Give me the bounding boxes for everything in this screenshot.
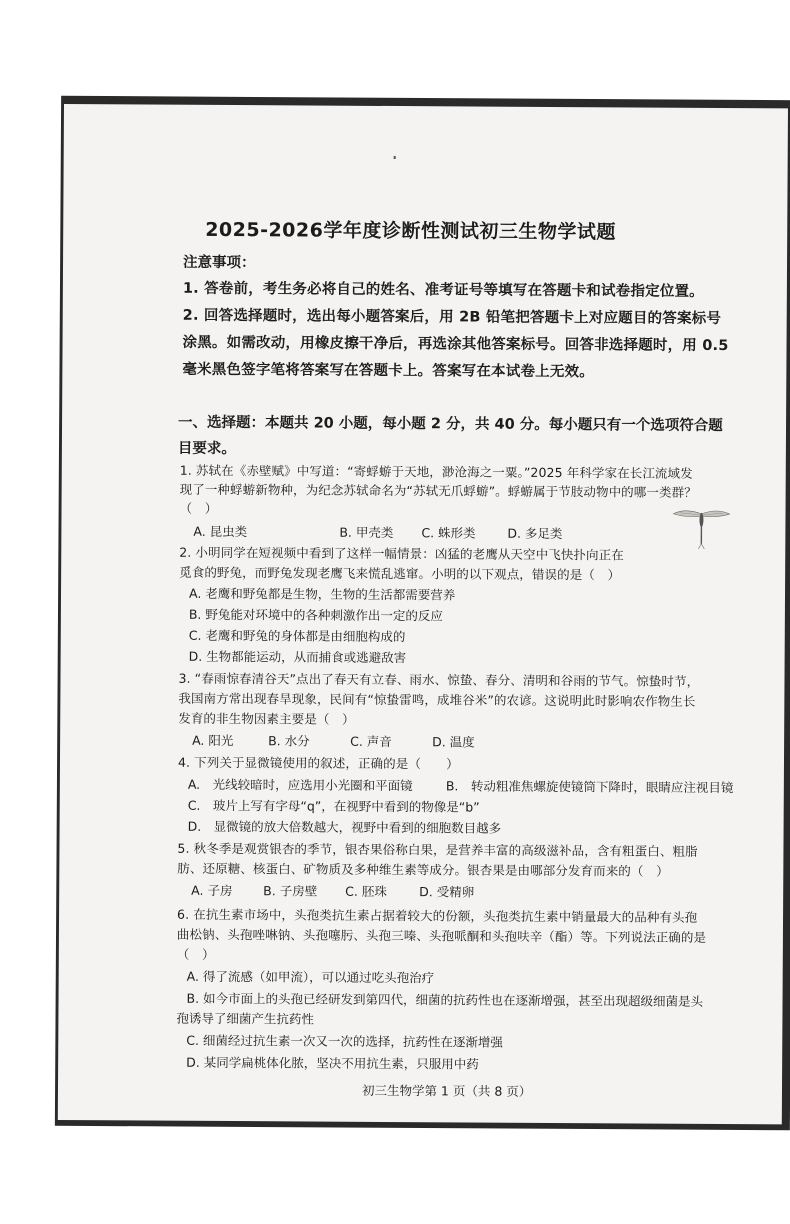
q1-stem-1: 1. 苏轼在《赤壁赋》中写道：“寄蜉蝣于天地，渺沧海之一粟。”2025 年科学家在长江流域发 [179,462,693,481]
q2-option-a: A. 老鹰和野兔都是生物，生物的生活都需要营养 [188,585,456,603]
q6-option-b-2: 孢诱导了细菌产生抗药性 [176,1010,314,1027]
q3-stem-1: 3. “春雨惊春清谷天”点出了春天有立春、雨水、惊蛰、春分、清明和谷雨的节气。惊蛰时节， [178,670,700,689]
q4-option-c: C. 玻片上写有字母“q”，在视野中看到的物像是“b” [187,797,480,815]
q3-option-c: C. 声音 [350,733,392,750]
exam-title: 2025-2026学年度诊断性测试初三生物学试题 [205,218,616,244]
q1-option-b: B. 甲壳类 [339,524,394,541]
q3-stem-2: 我国南方常出现春旱现象，民间有“惊蛰雷鸣，成堆谷米”的农谚。这说明此时影响农作物生长 [178,690,696,709]
q6-option-b-1: B. 如今市面上的头孢已经研发到第四代，细菌的抗药性也在逐渐增强，甚至出现超级细菌是头 [186,990,704,1009]
q1-option-c: C. 蛛形类 [421,525,476,541]
q3-stem-3: 发育的非生物因素主要是（ ） [178,710,355,727]
q1-option-a: A. 昆虫类 [193,523,248,540]
q6-option-d: D. 某同学扁桃体化脓，坚决不用抗生素，只服用中药 [186,1054,479,1072]
q2-option-d: D. 生物都能运动，从而捕食或逃避敌害 [188,648,407,666]
speck [394,156,396,159]
q6-option-a: A. 得了流感（如甲流），可以通过吃头孢治疗 [186,968,435,986]
notice-line-2b: 涂黑。如需改动，用橡皮擦干净后，再选涂其他答案标号。回答非选择题时，用 0.5 [182,334,729,355]
q1-option-d: D. 多足类 [507,525,563,542]
q6-option-c: C. 细菌经过抗生素一次又一次的选择，抗药性在逐渐增强 [186,1032,504,1050]
q6-stem-1: 6. 在抗生素市场中，头孢类抗生素占据着较大的份额，头孢类抗生素中销量最大的品种有头孢 [177,906,698,925]
notice-line-1: 1. 答卷前，考生务必将自己的姓名、准考证号等填写在答题卡和试卷指定位置。 [182,280,704,300]
q2-option-c: C. 老鹰和野兔的身体都是由细胞构成的 [188,627,406,645]
section-heading-2: 目要求。 [177,440,236,458]
q3-option-b: B. 水分 [268,733,310,749]
notice-label: 注意事项： [182,254,256,272]
q2-stem-1: 2. 小明同学在短视频中看到了这样一幅情景：凶猛的老鹰从天空中飞快扑向正在 [179,544,624,563]
q5-stem-1: 5. 秋冬季是观赏银杏的季节，银杏果俗称白果，是营养丰富的高级滋补品，含有粗蛋白、粗脂 [177,840,698,859]
q1-stem-3: （ ） [179,500,218,516]
q4-option-a: A. 光线较暗时，应选用小光圈和平面镜 [187,776,413,794]
q5-stem-2: 肪、还原糖、核蛋白、矿物质及多种维生素等成分。银杏果是由哪部分发育而来的（ ） [177,860,669,879]
q5-option-a: A. 子房 [191,882,233,899]
q4-option-d: D. 显微镜的放大倍数越大，视野中看到的细胞数目越多 [187,818,502,836]
q2-stem-2: 觅食的野兔，而野兔发现老鹰飞来慌乱逃窜。小明的以下观点，错误的是（ ） [179,564,621,583]
exam-page [58,104,788,1124]
q5-option-c: C. 胚珠 [345,883,387,899]
q4-option-b: B. 转动粗准焦螺旋使镜筒下降时，眼睛应注视目镜 [445,778,734,796]
page-footer: 初三生物学第 1 页（共 8 页） [361,1082,532,1099]
q5-option-d: D. 受精卵 [419,884,475,900]
q3-option-d: D. 温度 [432,734,475,750]
mayfly-illustration-icon [671,504,731,550]
q3-option-a: A. 阳光 [192,732,234,749]
q6-stem-2: 曲松钠、头孢唑啉钠、头孢噻肟、头孢三嗪、头孢哌酮和头孢呋辛（酯）等。下列说法正确的是 [176,926,707,945]
q4-stem-1: 4. 下列关于显微镜使用的叙述，正确的是（ ） [177,754,459,772]
q6-stem-3: （ ） [176,946,215,962]
q5-option-b: B. 子房壁 [263,883,318,899]
notice-line-2c: 毫米黑色签字笔将答案写在答题卡上。答案写在本试卷上无效。 [182,361,595,381]
q1-stem-2: 现了一种蜉蝣新物种，为纪念苏轼命名为“苏轼无爪蜉蝣”。蜉蝣属于节肢动物中的哪一类群？ [179,481,697,500]
section-heading-1: 一、选择题：本题共 20 小题，每小题 2 分，共 40 分。每小题只有一个选项符合题 [178,414,723,435]
notice-line-2a: 2. 回答选择题时，选出每小题答案后，用 2B 铅笔把答题卡上对应题目的答案标号 [182,307,722,328]
q2-option-b: B. 野兔能对环境中的各种刺激作出一定的反应 [188,606,443,624]
